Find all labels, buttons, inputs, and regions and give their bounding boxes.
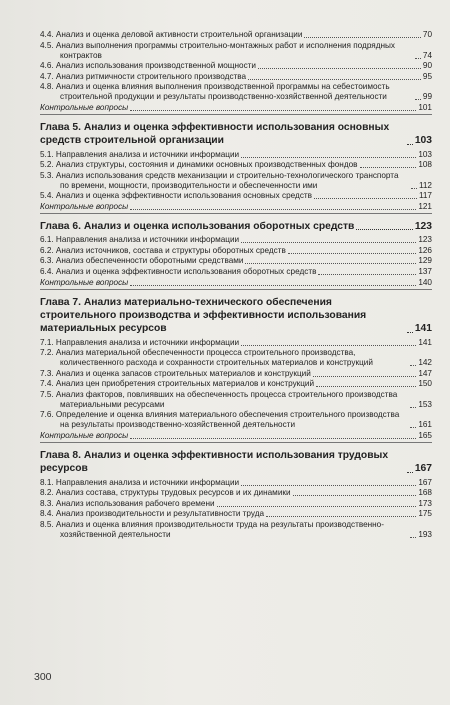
dot-leader <box>360 167 417 168</box>
toc-entry <box>40 520 432 540</box>
toc-entry <box>40 509 432 519</box>
dot-leader <box>130 438 416 439</box>
toc-entry-page: 142 <box>418 358 432 368</box>
chapter-page: 167 <box>414 463 432 475</box>
dot-leader <box>241 485 416 486</box>
dot-leader <box>407 472 413 473</box>
dot-leader <box>258 68 421 69</box>
toc-entry-page: 121 <box>418 201 432 211</box>
toc-entry <box>40 256 432 266</box>
toc-entry-page: 95 <box>422 71 432 81</box>
dot-leader <box>130 110 416 111</box>
toc-entry <box>40 160 432 170</box>
toc-entry-title: Контрольные вопросы <box>40 277 129 287</box>
toc-entry-title: 8.5. Анализ и оценка влияния производительности труда на результаты производственно-хозяйственной деятельности <box>40 520 384 540</box>
toc-entry-title: 5.4. Анализ и оценка эффективности использования основных средств <box>40 191 313 201</box>
toc-entry-title: 8.1. Направления анализа и источники информации <box>40 477 240 487</box>
dot-leader <box>217 506 417 507</box>
dot-leader <box>411 188 417 189</box>
toc-entry-page: 153 <box>418 399 432 409</box>
chapter-title: Глава 8. Анализ и оценка эффективности использования трудовых ресурсов <box>40 450 389 475</box>
toc-entry-page: 90 <box>422 61 432 71</box>
toc-entry-title: Контрольные вопросы <box>40 201 129 211</box>
chapter-heading <box>40 296 432 336</box>
toc-questions-entry <box>40 103 432 113</box>
toc-entry-page: 129 <box>418 256 432 266</box>
toc-entry-page: 165 <box>418 431 432 441</box>
toc-entry-page: 141 <box>418 337 432 347</box>
toc-entry <box>40 246 432 256</box>
toc-entry <box>40 30 432 40</box>
dot-leader <box>130 209 416 210</box>
table-of-contents <box>40 30 432 541</box>
toc-entry-title: 6.4. Анализ и оценка эффективности использования оборотных средств <box>40 267 317 277</box>
section-divider <box>40 442 432 443</box>
toc-entry-page: 150 <box>418 379 432 389</box>
toc-entry-title: 8.4. Анализ производительности и результативности труда <box>40 509 265 519</box>
toc-entry-title: 6.1. Направления анализа и источники информации <box>40 235 240 245</box>
dot-leader <box>288 253 416 254</box>
toc-entry <box>40 338 432 348</box>
dot-leader <box>410 537 416 538</box>
toc-entry-title: 8.2. Анализ состава, структуры трудовых ресурсов и их динамики <box>40 488 291 498</box>
toc-entry <box>40 348 432 368</box>
toc-entry-page: 99 <box>422 92 432 102</box>
chapter-title: Глава 7. Анализ материально-технического обеспечения строительного производства и эффективности использования материальных ресурсов <box>40 296 367 335</box>
dot-leader <box>241 157 416 158</box>
toc-entry <box>40 150 432 160</box>
chapter-page: 123 <box>414 220 432 232</box>
toc-entry-page: 193 <box>418 530 432 540</box>
toc-entry-page: 167 <box>418 477 432 487</box>
toc-entry <box>40 171 432 191</box>
dot-leader <box>407 332 413 333</box>
toc-entry-page: 173 <box>418 498 432 508</box>
toc-entry <box>40 72 432 82</box>
toc-entry-page: 108 <box>418 160 432 170</box>
toc-entry-page: 70 <box>422 30 432 39</box>
section-divider <box>40 213 432 214</box>
toc-entry <box>40 410 432 430</box>
toc-entry-title: 7.6. Определение и оценка влияния материального обеспечения строительного производства на результаты производственно-хозяйственной деятельности <box>40 410 400 430</box>
toc-entry-page: 126 <box>418 245 432 255</box>
section-divider <box>40 289 432 290</box>
toc-entry-title: 7.4. Анализ цен приобретения строительных материалов и конструкций <box>40 379 315 389</box>
dot-leader <box>266 516 416 517</box>
toc-entry-title: 5.3. Анализ использования средств механизации и строительно-технологического транспорта по времени, мощности, производительности и обеспеченности ими <box>40 170 399 190</box>
toc-entry-title: 8.3. Анализ использования рабочего времени <box>40 498 215 508</box>
toc-questions-entry <box>40 431 432 441</box>
toc-entry <box>40 478 432 488</box>
dot-leader <box>241 345 416 346</box>
toc-questions-entry <box>40 202 432 212</box>
toc-entry <box>40 488 432 498</box>
toc-entry <box>40 390 432 410</box>
dot-leader <box>245 263 416 264</box>
toc-entry-title: 5.2. Анализ структуры, состояния и динамики основных производственных фондов <box>40 160 358 170</box>
toc-entry-page: 74 <box>422 50 432 60</box>
toc-entry-title: Контрольные вопросы <box>40 431 129 441</box>
toc-entry-page: 175 <box>418 509 432 519</box>
toc-entry <box>40 499 432 509</box>
dot-leader <box>293 495 417 496</box>
dot-leader <box>410 407 416 408</box>
toc-entry <box>40 379 432 389</box>
toc-entry-page: 103 <box>418 149 432 159</box>
page-number: 300 <box>34 671 52 683</box>
toc-questions-entry <box>40 278 432 288</box>
dot-leader <box>314 198 417 199</box>
toc-entry-page: 117 <box>418 191 432 201</box>
toc-entry-title: 7.5. Анализ факторов, повлиявших на обеспеченность процесса строительного производства материальными ресурсами <box>40 389 398 409</box>
toc-entry-title: 6.3. Анализ обеспеченности оборотными средствами <box>40 256 244 266</box>
toc-entry-title: 4.5. Анализ выполнения программы строительно-монтажных работ и исполнения подрядных контрактов <box>40 40 395 60</box>
dot-leader <box>304 37 420 38</box>
toc-entry-page: 123 <box>418 235 432 245</box>
toc-entry-title: Контрольные вопросы <box>40 102 129 112</box>
dot-leader <box>316 386 416 387</box>
toc-entry-page: 137 <box>418 267 432 277</box>
dot-leader <box>407 144 413 145</box>
section-divider <box>40 114 432 115</box>
dot-leader <box>415 58 421 59</box>
toc-entry <box>40 267 432 277</box>
dot-leader <box>410 365 416 366</box>
toc-entry-page: 112 <box>418 180 432 190</box>
dot-leader <box>248 79 421 80</box>
toc-entry <box>40 61 432 71</box>
toc-entry-page: 161 <box>418 420 432 430</box>
toc-entry-title: 7.3. Анализ и оценка запасов строительных материалов и конструкций <box>40 368 311 378</box>
toc-entry-title: 7.1. Направления анализа и источники информации <box>40 337 240 347</box>
toc-entry-title: 4.6. Анализ использования производственной мощности <box>40 61 256 71</box>
toc-entry-title: 4.4. Анализ и оценка деловой активности строительной организации <box>40 30 303 39</box>
dot-leader <box>130 285 416 286</box>
dot-leader <box>415 99 421 100</box>
chapter-heading <box>40 220 432 233</box>
toc-entry-title: 7.2. Анализ материальной обеспеченности процесса строительного производства, количественного расхода и сохранности строительных материалов и конструкций <box>40 348 373 368</box>
dot-leader <box>313 376 417 377</box>
toc-entry-page: 147 <box>418 368 432 378</box>
toc-entry-title: 6.2. Анализ источников, состава и структуры оборотных средств <box>40 245 286 255</box>
chapter-title: Глава 5. Анализ и оценка эффективности использования основных средств строительной организации <box>40 121 390 147</box>
dot-leader <box>410 427 416 428</box>
chapter-title: Глава 6. Анализ и оценка использования оборотных средств <box>40 220 355 232</box>
dot-leader <box>241 242 416 243</box>
toc-entry <box>40 82 432 102</box>
toc-entry-page: 168 <box>418 488 432 498</box>
toc-entry <box>40 235 432 245</box>
toc-entry-title: 5.1. Направления анализа и источники информации <box>40 149 240 159</box>
toc-entry <box>40 41 432 61</box>
chapter-heading <box>40 121 432 148</box>
toc-entry-page: 140 <box>418 277 432 287</box>
toc-entry <box>40 191 432 201</box>
chapter-heading <box>40 449 432 476</box>
chapter-page: 141 <box>414 323 432 335</box>
dot-leader <box>318 274 416 275</box>
toc-entry-title: 4.7. Анализ ритмичности строительного производства <box>40 71 247 81</box>
toc-entry <box>40 369 432 379</box>
chapter-page: 103 <box>414 135 432 147</box>
dot-leader <box>356 229 412 230</box>
toc-entry-title: 4.8. Анализ и оценка влияния выполнения производственной программы на себестоимость строительной продукции и результаты производственно-хозяйственной деятельности <box>40 82 390 102</box>
toc-entry-page: 101 <box>418 102 432 112</box>
